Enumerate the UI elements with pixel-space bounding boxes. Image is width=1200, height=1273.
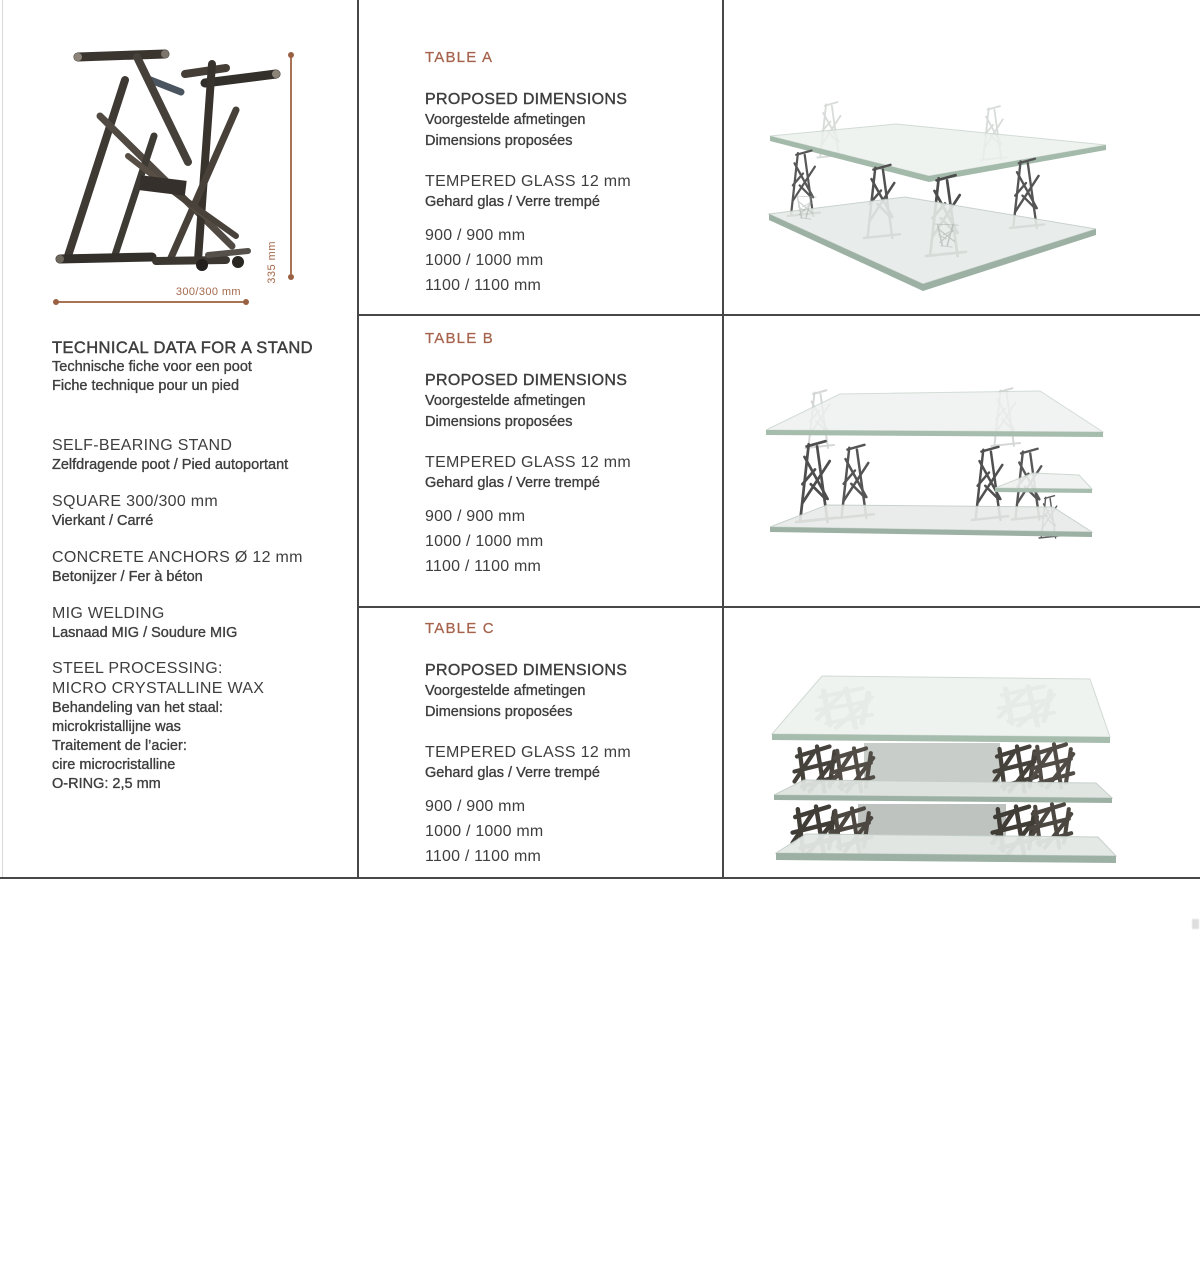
table-b-title: TABLE B — [425, 330, 494, 347]
size-option: 1000 / 1000 mm — [425, 533, 544, 550]
size-option: 1100 / 1100 mm — [425, 277, 542, 294]
dimension-dot — [243, 299, 249, 305]
spec-label: SELF-BEARING STAND — [52, 437, 233, 454]
size-option: 1000 / 1000 mm — [425, 252, 544, 269]
table-b-photo — [742, 372, 1110, 554]
height-dimension-label: 335 mm — [266, 241, 278, 284]
spec-translation: Vierkant / Carré — [52, 513, 154, 529]
size-option: 1000 / 1000 mm — [425, 823, 544, 840]
edge-artifact — [1192, 919, 1199, 929]
size-list — [425, 504, 717, 579]
page-left-rule — [2, 0, 3, 878]
dimension-dot — [288, 52, 294, 58]
spec-self-bearing — [52, 436, 342, 475]
table-c-title: TABLE C — [425, 620, 495, 637]
technical-title: TECHNICAL DATA FOR A STAND — [52, 339, 313, 357]
grid-bottom-rule — [0, 877, 1200, 879]
technical-subtitle-fr: Fiche technique pour un pied — [52, 378, 240, 394]
column-divider-1 — [357, 0, 359, 878]
spec-label: CONCRETE ANCHORS Ø 12 mm — [52, 549, 303, 566]
size-option: 900 / 900 mm — [425, 508, 526, 525]
size-option: 1100 / 1100 mm — [425, 558, 542, 575]
spec-concrete-anchors — [52, 548, 342, 587]
height-dimension — [266, 52, 300, 284]
glass-heading: TEMPERED GLASS 12 mm — [425, 744, 632, 761]
proposed-nl: Voorgestelde afmetingen — [425, 683, 586, 699]
size-option: 900 / 900 mm — [425, 798, 526, 815]
glass-heading: TEMPERED GLASS 12 mm — [425, 454, 632, 471]
spec-label: MIG WELDING — [52, 605, 165, 622]
processing-line: microkristallijne was — [52, 719, 181, 735]
spec-translation: Lasnaad MIG / Soudure MIG — [52, 625, 238, 641]
spec-translation: Zelfdragende poot / Pied autoportant — [52, 457, 289, 473]
glass-translation: Gehard glas / Verre trempé — [425, 475, 600, 491]
spec-list — [52, 436, 342, 643]
size-option: 1100 / 1100 mm — [425, 848, 542, 865]
row-divider-2 — [358, 606, 1200, 608]
spec-translation: Betonijzer / Fer à béton — [52, 569, 203, 585]
proposed-dimensions-heading: PROPOSED DIMENSIONS — [425, 372, 628, 389]
spec-square — [52, 492, 342, 531]
processing-line: cire microcristalline — [52, 757, 176, 773]
section-table-a — [425, 50, 717, 298]
proposed-nl: Voorgestelde afmetingen — [425, 112, 586, 128]
spec-label: SQUARE 300/300 mm — [52, 493, 219, 510]
processing-line: O-RING: 2,5 mm — [52, 776, 161, 792]
proposed-dimensions-heading: PROPOSED DIMENSIONS — [425, 662, 628, 679]
height-dimension-line — [290, 56, 292, 274]
dimension-dot — [288, 274, 294, 280]
glass-translation: Gehard glas / Verre trempé — [425, 765, 600, 781]
proposed-nl: Voorgestelde afmetingen — [425, 393, 586, 409]
processing-line: Traitement de l’acier: — [52, 738, 187, 754]
table-c-photo — [746, 652, 1120, 872]
proposed-dimensions-heading: PROPOSED DIMENSIONS — [425, 91, 628, 108]
table-a-title: TABLE A — [425, 49, 494, 66]
section-table-b — [425, 331, 717, 579]
size-list — [425, 794, 717, 869]
glass-translation: Gehard glas / Verre trempé — [425, 194, 600, 210]
size-list — [425, 223, 717, 298]
proposed-fr: Dimensions proposées — [425, 704, 573, 720]
width-dimension-line — [55, 301, 247, 303]
dimension-dot — [53, 299, 59, 305]
table-a-photo — [724, 8, 1194, 308]
processing-line: MICRO CRYSTALLINE WAX — [52, 680, 265, 697]
glass-heading: TEMPERED GLASS 12 mm — [425, 173, 632, 190]
width-dimension-label: 300/300 mm — [175, 286, 241, 298]
section-table-c — [425, 621, 717, 869]
technical-data-block — [52, 338, 342, 794]
spec-mig-welding — [52, 604, 342, 643]
size-option: 900 / 900 mm — [425, 227, 526, 244]
steel-processing-block — [52, 659, 342, 794]
processing-line: STEEL PROCESSING: — [52, 660, 223, 677]
proposed-fr: Dimensions proposées — [425, 133, 573, 149]
row-divider-1 — [358, 314, 1200, 316]
technical-subtitle-nl: Technische fiche voor een poot — [52, 359, 252, 375]
width-dimension — [55, 286, 247, 303]
processing-line: Behandeling van het staal: — [52, 700, 223, 716]
proposed-fr: Dimensions proposées — [425, 414, 573, 430]
